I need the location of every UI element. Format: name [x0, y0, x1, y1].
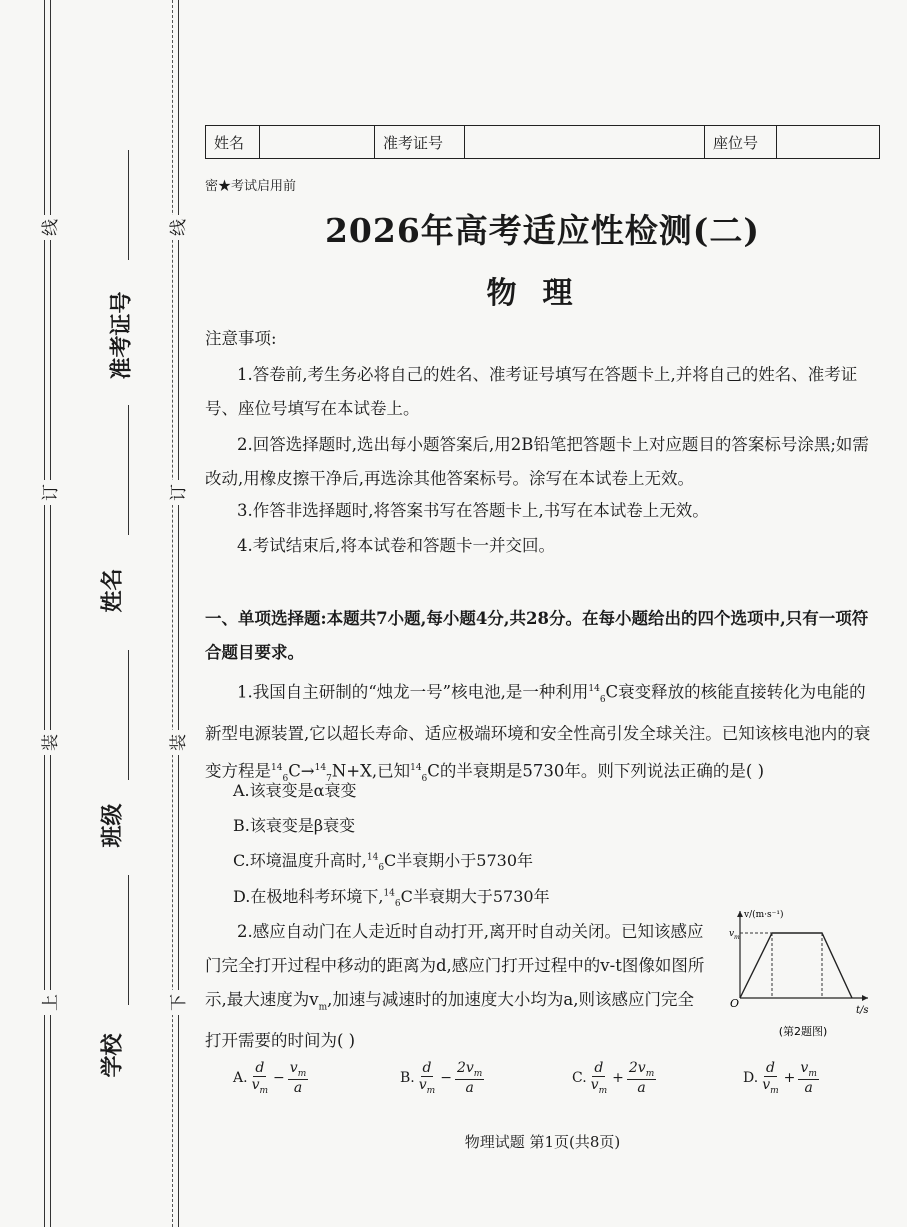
q1-option-d[interactable]: D.在极地科考环境下,$^{14}_6$C半衰期大于5730年 — [233, 887, 550, 910]
fig-xlabel: t/s — [856, 1005, 869, 1016]
exam-id-label: 准考证号 — [375, 126, 465, 158]
subject-title: 物理 — [486, 276, 599, 311]
q1-option-c[interactable]: C.环境温度升高时,$^{14}_6$C半衰期小于5730年 — [233, 851, 534, 874]
q2-option-a[interactable]: A. d $v_m$ − $\frac{v_m}{a}$ — [233, 1060, 307, 1096]
secret-mark: 密★考试启用前 — [205, 179, 297, 194]
name-label: 姓名 — [206, 126, 260, 158]
outer-marker-top: 上 — [36, 990, 61, 1015]
seat-label: 座位号 — [705, 126, 777, 158]
section-1-heading: 一、单项选择题:本题共7小题,每小题4分,共28分。在每小题给出的四个选项中,只有一项符合题目要求。 — [205, 609, 869, 662]
q1-option-b[interactable]: B.该衰变是β衰变 — [233, 816, 356, 835]
notice-heading: 注意事项: — [205, 329, 277, 348]
field-exam-id: 准考证号 — [108, 291, 135, 380]
binding-line-inner — [172, 0, 173, 1227]
notice-item-3: 3.作答非选择题时,将答案书写在答题卡上,书写在本试卷上无效。 — [237, 501, 709, 520]
notice-item-4: 4.考试结束后,将本试卷和答题卡一并交回。 — [237, 536, 555, 555]
binding-line-outer — [44, 0, 45, 1227]
q1-option-a[interactable]: A.该衰变是α衰变 — [233, 781, 357, 800]
notice-item-2: 2.回答选择题时,选出每小题答案后,用2B铅笔把答题卡上对应题目的答案标号涂黑;如需改动,用橡皮擦干净后,再选涂其他答案标号。涂写在本试卷上无效。 — [205, 435, 869, 488]
school-blank[interactable] — [128, 875, 129, 1005]
outer-marker-install: 装 — [36, 730, 61, 755]
exam-id-field[interactable] — [465, 126, 705, 158]
name-blank[interactable] — [128, 405, 129, 535]
page-footer: 物理试题 第1页(共8页) — [464, 1133, 621, 1151]
class-blank[interactable] — [128, 650, 129, 780]
field-class: 班级 — [99, 803, 126, 848]
binding-line-outer-2 — [50, 0, 51, 1227]
vt-graph-figure — [728, 903, 878, 1043]
question-1-stem: 1.我国自主研制的“烛龙一号”核电池,是一种利用$^{14}_6$C衰变释放的核能直接转化为电能的新型电源装置,它以超长寿命、适应极端环境和安全性高引发全球关注。已知该核电池内的衰变方程是$^{14}_6$C→$^{14}_7$N+X,已知$^{14}_6$C的半衰期是5730年。则下列说法正确的是( ) — [205, 682, 871, 784]
question-2-stem: 2.感应自动门在人走近时自动打开,离开时自动关闭。已知该感应门完全打开过程中移动的距离为d,感应门打开过程中的v-t图像如图所示,最大速度为$v_m$,加速与减速时的加速度大小均为a,则该感应门完全打开需要的时间为( ) — [205, 922, 705, 1051]
notice-item-1: 1.答卷前,考生务必将自己的姓名、准考证号填写在答题卡上,并将自己的姓名、准考证号、座位号填写在本试卷上。 — [205, 365, 858, 418]
q2-option-d[interactable]: D. d $v_m$ + $\frac{v_m}{a}$ — [743, 1060, 817, 1096]
inner-marker-line: 线 — [164, 215, 189, 240]
field-name: 姓名 — [99, 568, 126, 613]
q2-option-b[interactable]: B. d $v_m$ − $\frac{2v_m}{a}$ — [400, 1060, 483, 1096]
vt-trapezoid — [740, 933, 852, 998]
outer-marker-line: 线 — [36, 215, 61, 240]
outer-marker-bind: 订 — [36, 480, 61, 505]
fig-ylabel: v/(m·s⁻¹) — [744, 910, 784, 920]
seat-field[interactable] — [777, 126, 879, 158]
svg-text:m: m — [734, 934, 740, 941]
exam-id-blank[interactable] — [128, 150, 129, 260]
name-field[interactable] — [260, 126, 375, 158]
inner-marker-install: 装 — [164, 730, 189, 755]
candidate-info-table — [205, 125, 880, 159]
exam-title: 2026年高考适应性检测(二) — [324, 211, 761, 250]
q2-option-c[interactable]: C. d $v_m$ + $\frac{2v_m}{a}$ — [572, 1060, 655, 1096]
fig-origin: O — [730, 997, 740, 1010]
vt-graph — [728, 903, 878, 1043]
binding-line-inner-2 — [178, 0, 179, 1227]
field-school: 学校 — [99, 1033, 126, 1078]
figure-caption: (第2题图) — [778, 1025, 828, 1038]
inner-marker-bind: 订 — [164, 480, 189, 505]
inner-marker-bottom: 下 — [164, 990, 189, 1015]
fig-vm: v — [729, 929, 735, 939]
